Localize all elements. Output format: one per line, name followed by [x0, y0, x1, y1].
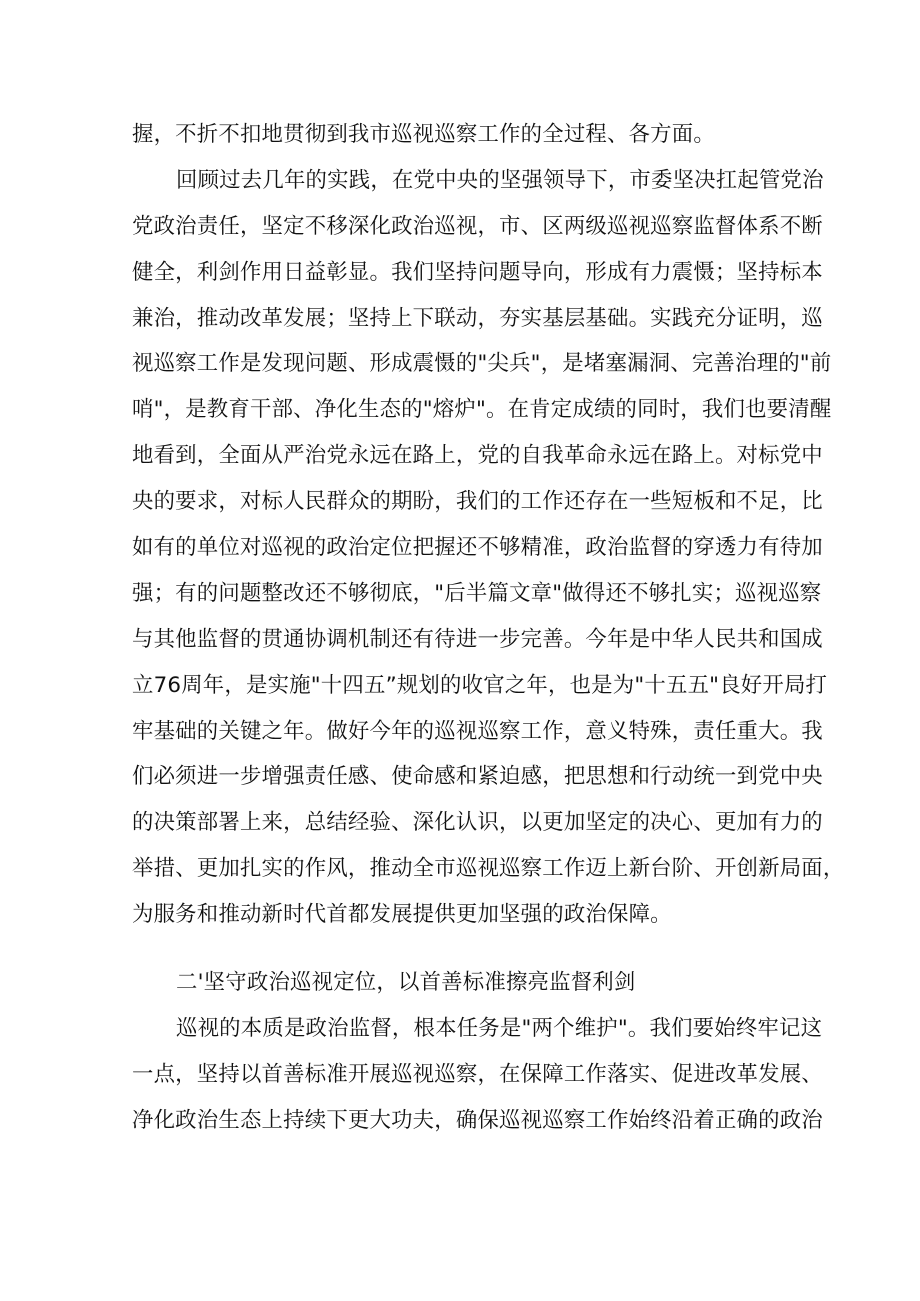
text-line: 立76周年，是实施"十四五”规划的收官之年，也是为"十五五"良好开局打 [132, 672, 828, 698]
paragraph-spacer [132, 938, 792, 960]
text-line: 与其他监督的贯通协调机制还有待进一步完善。今年是中华人民共和国成 [132, 626, 823, 652]
text-line: 健全，利剑作用日益彰显。我们坚持问题导向，形成有力震慑；坚持标本 [132, 259, 823, 285]
text-line: 握，不折不扣地贯彻到我市巡视巡察工作的全过程、各方面。 [132, 122, 715, 147]
text-line: 一点，坚持以首善标准开展巡视巡察，在保障工作落实、促进改革发展、 [132, 1061, 823, 1087]
text-line: 举措、更加扎实的作风，推动全市巡视巡察工作迈上新台阶、开创新局面， [132, 856, 845, 882]
section-heading-text: 二'坚守政治巡视定位，以首善标准擦亮监督利剑 [176, 970, 636, 996]
paragraph-2 [132, 158, 845, 938]
text-line: 净化政治生态上持续下更大功夫，确保巡视巡察工作始终沿着正确的政治 [132, 1107, 823, 1133]
text-line: 哨"，是教育干部、净化生态的"熔炉"。在肯定成绩的同时，我们也要清醒 [132, 397, 832, 423]
paragraph-3 [132, 1006, 823, 1144]
text-line: 牢基础的关键之年。做好今年的巡视巡察工作，意义特殊，责任重大。我 [132, 718, 823, 744]
text-line: 党政治责任，坚定不移深化政治巡视，市、区两级巡视巡察监督体系不断 [132, 213, 823, 239]
paragraph-1 [132, 112, 792, 158]
text-line: 如有的单位对巡视的政治定位把握还不够精准，政治监督的穿透力有待加 [132, 535, 823, 561]
text-line: 央的要求，对标人民群众的期盼，我们的工作还存在一些短板和不足，比 [132, 489, 823, 515]
text-line: 视巡察工作是发现问题、形成震慑的"尖兵"，是堵塞漏洞、完善治理的"前 [132, 351, 832, 377]
document-body [132, 112, 845, 1144]
text-line: 的决策部署上来，总结经验、深化认识，以更加坚定的决心、更加有力的 [132, 810, 823, 836]
section-heading [132, 960, 792, 1006]
text-line: 兼治，推动改革发展；坚持上下联动，夯实基层基础。实践充分证明，巡 [132, 305, 823, 331]
text-line: 们必须进一步增强责任感、使命感和紧迫感，把思想和行动统一到党中央 [132, 764, 823, 790]
text-line: 巡视的本质是政治监督，根本任务是"两个维护"。我们要始终牢记这 [176, 1015, 823, 1041]
text-line: 强；有的问题整改还不够彻底，"后半篇文章"做得还不够扎实；巡视巡察 [132, 580, 822, 606]
text-line: 回顾过去几年的实践，在党中央的坚强领导下，市委坚决扛起管党治 [176, 167, 824, 193]
text-line: 为服务和推动新时代首都发展提供更加坚强的政治保障。 [132, 902, 672, 928]
text-line: 地看到，全面从严治党永远在路上，党的自我革命永远在路上。对标党中 [132, 443, 823, 469]
